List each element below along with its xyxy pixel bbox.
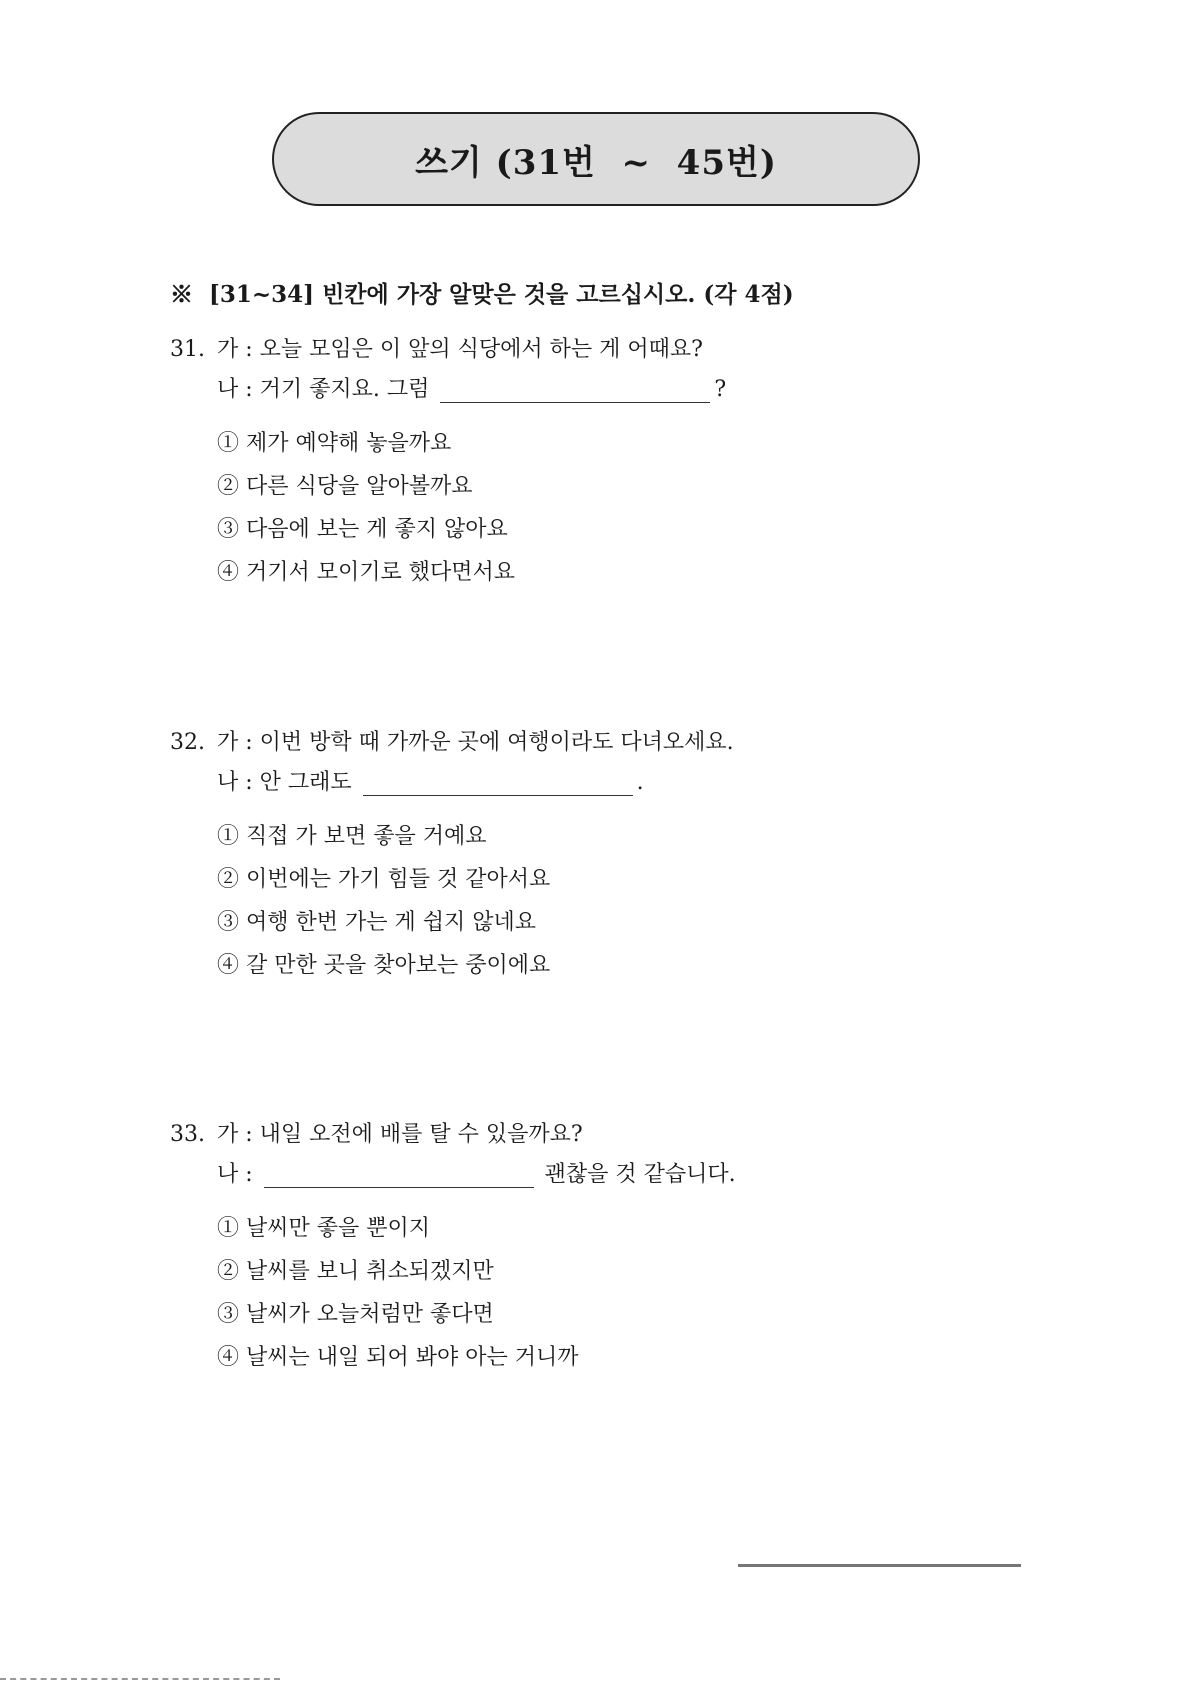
option-2[interactable]: ② 날씨를 보니 취소되겠지만	[217, 1259, 494, 1284]
question-number: 31.	[170, 337, 205, 362]
dialogue-text: 안 그래도	[259, 770, 359, 795]
option-4[interactable]: ④ 거기서 모이기로 했다면서요	[217, 560, 516, 585]
answer-blank	[264, 1163, 534, 1188]
footer-marks	[0, 1678, 280, 1683]
question-line-1	[170, 1115, 1030, 1155]
question-line-1	[170, 330, 1030, 370]
answer-options	[170, 815, 1030, 987]
dialogue-text-end: 괜찮을 것 같습니다.	[537, 1162, 736, 1187]
section-title-range: (31번 ~ 45번)	[482, 142, 777, 183]
dialogue-text-end: .	[636, 770, 644, 795]
dialogue-text: 오늘 모임은 이 앞의 식당에서 하는 게 어때요?	[259, 337, 703, 362]
option-1[interactable]: ① 날씨만 좋을 뿐이지	[217, 1216, 430, 1241]
question-number: 32.	[170, 730, 205, 755]
instruction-text: ※ [31~34] 빈칸에 가장 알맞은 것을 고르십시오. (각 4점)	[170, 281, 794, 308]
question-number: 33.	[170, 1122, 205, 1147]
option-2[interactable]: ② 다른 식당을 알아볼까요	[217, 474, 473, 499]
option-4[interactable]: ④ 갈 만한 곳을 찾아보는 중이에요	[217, 953, 551, 978]
dialogue-text: 이번 방학 때 가까운 곳에 여행이라도 다녀오세요.	[259, 730, 734, 755]
option-4[interactable]: ④ 날씨는 내일 되어 봐야 아는 거니까	[217, 1345, 579, 1370]
speaker-label: 가 :	[217, 337, 260, 362]
dialogue-text: 거기 좋지요. 그럼	[259, 377, 437, 402]
bottom-divider	[738, 1564, 1021, 1567]
section-title	[415, 135, 777, 184]
option-3[interactable]: ③ 다음에 보는 게 좋지 않아요	[217, 517, 508, 542]
question-line-2	[170, 763, 1030, 803]
question-31	[170, 330, 1030, 594]
answer-blank	[440, 378, 710, 403]
speaker-label: 나 :	[217, 1162, 260, 1187]
question-line-1	[170, 723, 1030, 763]
dialogue-text-end: ?	[714, 377, 727, 402]
speaker-label: 가 :	[217, 1122, 260, 1147]
question-line-2	[170, 1155, 1030, 1195]
option-1[interactable]: ① 직접 가 보면 좋을 거예요	[217, 824, 487, 849]
speaker-label: 나 :	[217, 770, 260, 795]
question-line-2	[170, 370, 1030, 410]
option-3[interactable]: ③ 날씨가 오늘처럼만 좋다면	[217, 1302, 494, 1327]
section-title-box	[272, 112, 920, 206]
speaker-label: 나 :	[217, 377, 260, 402]
answer-options	[170, 1207, 1030, 1379]
section-title-main: 쓰기	[415, 142, 483, 183]
answer-options	[170, 422, 1030, 594]
option-1[interactable]: ① 제가 예약해 놓을까요	[217, 431, 452, 456]
answer-blank	[363, 771, 633, 796]
dialogue-text: 내일 오전에 배를 탈 수 있을까요?	[259, 1122, 583, 1147]
option-2[interactable]: ② 이번에는 가기 힘들 것 같아서요	[217, 867, 551, 892]
option-3[interactable]: ③ 여행 한번 가는 게 쉽지 않네요	[217, 910, 536, 935]
question-32	[170, 723, 1030, 987]
question-33	[170, 1115, 1030, 1379]
speaker-label: 가 :	[217, 730, 260, 755]
